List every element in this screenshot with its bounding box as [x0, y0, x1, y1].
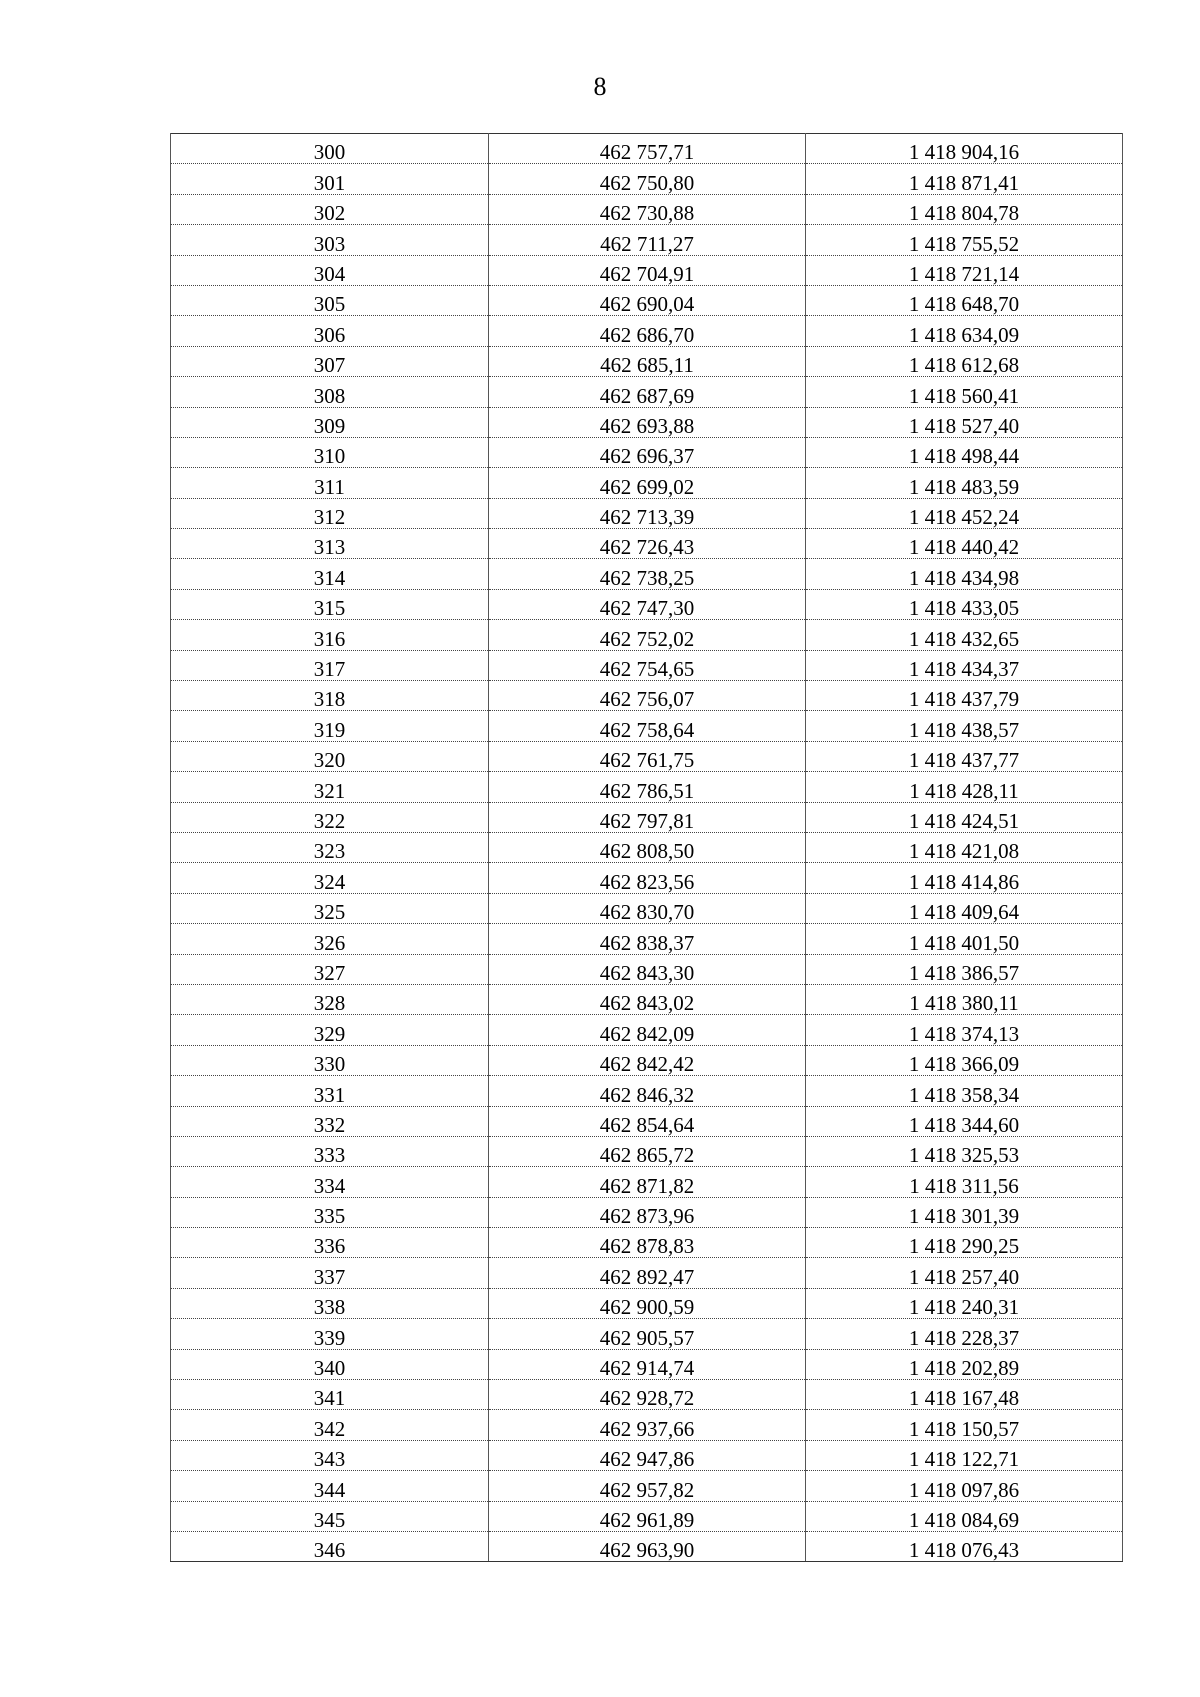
table-row	[171, 1197, 1123, 1227]
table-row	[171, 954, 1123, 984]
y-coordinate-cell: 1 418 366,09	[806, 1045, 1123, 1075]
y-coordinate-cell: 1 418 409,64	[806, 893, 1123, 923]
x-coordinate-cell: 462 900,59	[489, 1288, 806, 1318]
x-coordinate-cell: 462 865,72	[489, 1136, 806, 1166]
y-coordinate-cell: 1 418 374,13	[806, 1015, 1123, 1045]
table-row	[171, 1076, 1123, 1106]
x-coordinate-cell: 462 685,11	[489, 346, 806, 376]
x-coordinate-cell: 462 738,25	[489, 559, 806, 589]
x-coordinate-cell: 462 838,37	[489, 924, 806, 954]
table-row	[171, 1440, 1123, 1470]
point-number-cell: 322	[171, 802, 489, 832]
y-coordinate-cell: 1 418 301,39	[806, 1197, 1123, 1227]
x-coordinate-cell: 462 854,64	[489, 1106, 806, 1136]
table-row	[171, 1380, 1123, 1410]
coordinates-table-body	[171, 134, 1123, 1562]
table-row	[171, 681, 1123, 711]
point-number-cell: 331	[171, 1076, 489, 1106]
y-coordinate-cell: 1 418 084,69	[806, 1501, 1123, 1531]
point-number-cell: 346	[171, 1531, 489, 1561]
x-coordinate-cell: 462 928,72	[489, 1380, 806, 1410]
x-coordinate-cell: 462 961,89	[489, 1501, 806, 1531]
x-coordinate-cell: 462 690,04	[489, 285, 806, 315]
point-number-cell: 334	[171, 1167, 489, 1197]
table-row	[171, 772, 1123, 802]
y-coordinate-cell: 1 418 440,42	[806, 529, 1123, 559]
point-number-cell: 342	[171, 1410, 489, 1440]
y-coordinate-cell: 1 418 437,79	[806, 681, 1123, 711]
coordinates-table	[170, 133, 1123, 1562]
point-number-cell: 300	[171, 134, 489, 164]
x-coordinate-cell: 462 686,70	[489, 316, 806, 346]
x-coordinate-cell: 462 704,91	[489, 255, 806, 285]
y-coordinate-cell: 1 418 097,86	[806, 1471, 1123, 1501]
y-coordinate-cell: 1 418 498,44	[806, 437, 1123, 467]
point-number-cell: 340	[171, 1349, 489, 1379]
x-coordinate-cell: 462 830,70	[489, 893, 806, 923]
y-coordinate-cell: 1 418 240,31	[806, 1288, 1123, 1318]
x-coordinate-cell: 462 726,43	[489, 529, 806, 559]
x-coordinate-cell: 462 756,07	[489, 681, 806, 711]
x-coordinate-cell: 462 693,88	[489, 407, 806, 437]
point-number-cell: 321	[171, 772, 489, 802]
x-coordinate-cell: 462 747,30	[489, 589, 806, 619]
x-coordinate-cell: 462 871,82	[489, 1167, 806, 1197]
point-number-cell: 309	[171, 407, 489, 437]
table-row	[171, 346, 1123, 376]
table-row	[171, 620, 1123, 650]
table-row	[171, 377, 1123, 407]
point-number-cell: 316	[171, 620, 489, 650]
table-row	[171, 863, 1123, 893]
table-row	[171, 741, 1123, 771]
table-row	[171, 1106, 1123, 1136]
point-number-cell: 345	[171, 1501, 489, 1531]
table-row	[171, 1531, 1123, 1561]
y-coordinate-cell: 1 418 871,41	[806, 164, 1123, 194]
point-number-cell: 335	[171, 1197, 489, 1227]
point-number-cell: 326	[171, 924, 489, 954]
y-coordinate-cell: 1 418 452,24	[806, 498, 1123, 528]
table-row	[171, 316, 1123, 346]
x-coordinate-cell: 462 786,51	[489, 772, 806, 802]
table-row	[171, 1136, 1123, 1166]
table-row	[171, 1410, 1123, 1440]
y-coordinate-cell: 1 418 167,48	[806, 1380, 1123, 1410]
point-number-cell: 311	[171, 468, 489, 498]
point-number-cell: 344	[171, 1471, 489, 1501]
point-number-cell: 315	[171, 589, 489, 619]
point-number-cell: 306	[171, 316, 489, 346]
point-number-cell: 336	[171, 1228, 489, 1258]
y-coordinate-cell: 1 418 257,40	[806, 1258, 1123, 1288]
x-coordinate-cell: 462 846,32	[489, 1076, 806, 1106]
x-coordinate-cell: 462 687,69	[489, 377, 806, 407]
point-number-cell: 307	[171, 346, 489, 376]
table-row	[171, 802, 1123, 832]
point-number-cell: 325	[171, 893, 489, 923]
table-row	[171, 893, 1123, 923]
y-coordinate-cell: 1 418 434,37	[806, 650, 1123, 680]
y-coordinate-cell: 1 418 380,11	[806, 984, 1123, 1014]
point-number-cell: 303	[171, 225, 489, 255]
y-coordinate-cell: 1 418 122,71	[806, 1440, 1123, 1470]
y-coordinate-cell: 1 418 414,86	[806, 863, 1123, 893]
table-row	[171, 924, 1123, 954]
x-coordinate-cell: 462 963,90	[489, 1531, 806, 1561]
x-coordinate-cell: 462 937,66	[489, 1410, 806, 1440]
x-coordinate-cell: 462 842,09	[489, 1015, 806, 1045]
y-coordinate-cell: 1 418 228,37	[806, 1319, 1123, 1349]
y-coordinate-cell: 1 418 804,78	[806, 194, 1123, 224]
x-coordinate-cell: 462 750,80	[489, 164, 806, 194]
point-number-cell: 327	[171, 954, 489, 984]
y-coordinate-cell: 1 418 401,50	[806, 924, 1123, 954]
y-coordinate-cell: 1 418 290,25	[806, 1228, 1123, 1258]
table-row	[171, 1288, 1123, 1318]
y-coordinate-cell: 1 418 434,98	[806, 559, 1123, 589]
y-coordinate-cell: 1 418 634,09	[806, 316, 1123, 346]
table-row	[171, 437, 1123, 467]
point-number-cell: 343	[171, 1440, 489, 1470]
x-coordinate-cell: 462 711,27	[489, 225, 806, 255]
table-row	[171, 559, 1123, 589]
point-number-cell: 330	[171, 1045, 489, 1075]
point-number-cell: 329	[171, 1015, 489, 1045]
table-row	[171, 498, 1123, 528]
y-coordinate-cell: 1 418 202,89	[806, 1349, 1123, 1379]
y-coordinate-cell: 1 418 386,57	[806, 954, 1123, 984]
table-row	[171, 984, 1123, 1014]
point-number-cell: 302	[171, 194, 489, 224]
x-coordinate-cell: 462 730,88	[489, 194, 806, 224]
y-coordinate-cell: 1 418 432,65	[806, 620, 1123, 650]
point-number-cell: 332	[171, 1106, 489, 1136]
point-number-cell: 313	[171, 529, 489, 559]
y-coordinate-cell: 1 418 150,57	[806, 1410, 1123, 1440]
x-coordinate-cell: 462 696,37	[489, 437, 806, 467]
y-coordinate-cell: 1 418 358,34	[806, 1076, 1123, 1106]
point-number-cell: 314	[171, 559, 489, 589]
x-coordinate-cell: 462 761,75	[489, 741, 806, 771]
point-number-cell: 338	[171, 1288, 489, 1318]
y-coordinate-cell: 1 418 612,68	[806, 346, 1123, 376]
point-number-cell: 319	[171, 711, 489, 741]
table-row	[171, 194, 1123, 224]
point-number-cell: 323	[171, 832, 489, 862]
table-row	[171, 1349, 1123, 1379]
x-coordinate-cell: 462 914,74	[489, 1349, 806, 1379]
table-row	[171, 1258, 1123, 1288]
table-row	[171, 589, 1123, 619]
page-number: 8	[593, 72, 607, 101]
y-coordinate-cell: 1 418 721,14	[806, 255, 1123, 285]
table-row	[171, 1501, 1123, 1531]
y-coordinate-cell: 1 418 648,70	[806, 285, 1123, 315]
point-number-cell: 339	[171, 1319, 489, 1349]
x-coordinate-cell: 462 699,02	[489, 468, 806, 498]
x-coordinate-cell: 462 957,82	[489, 1471, 806, 1501]
y-coordinate-cell: 1 418 483,59	[806, 468, 1123, 498]
y-coordinate-cell: 1 418 076,43	[806, 1531, 1123, 1561]
table-row	[171, 1319, 1123, 1349]
x-coordinate-cell: 462 843,02	[489, 984, 806, 1014]
table-row	[171, 468, 1123, 498]
table-row	[171, 1045, 1123, 1075]
table-row	[171, 832, 1123, 862]
y-coordinate-cell: 1 418 325,53	[806, 1136, 1123, 1166]
table-row	[171, 1167, 1123, 1197]
point-number-cell: 320	[171, 741, 489, 771]
table-row	[171, 164, 1123, 194]
y-coordinate-cell: 1 418 428,11	[806, 772, 1123, 802]
table-row	[171, 407, 1123, 437]
y-coordinate-cell: 1 418 527,40	[806, 407, 1123, 437]
x-coordinate-cell: 462 713,39	[489, 498, 806, 528]
table-row	[171, 134, 1123, 164]
point-number-cell: 305	[171, 285, 489, 315]
y-coordinate-cell: 1 418 437,77	[806, 741, 1123, 771]
x-coordinate-cell: 462 754,65	[489, 650, 806, 680]
y-coordinate-cell: 1 418 755,52	[806, 225, 1123, 255]
point-number-cell: 318	[171, 681, 489, 711]
x-coordinate-cell: 462 905,57	[489, 1319, 806, 1349]
table-row	[171, 285, 1123, 315]
table-row	[171, 650, 1123, 680]
y-coordinate-cell: 1 418 424,51	[806, 802, 1123, 832]
x-coordinate-cell: 462 842,42	[489, 1045, 806, 1075]
x-coordinate-cell: 462 808,50	[489, 832, 806, 862]
x-coordinate-cell: 462 892,47	[489, 1258, 806, 1288]
point-number-cell: 301	[171, 164, 489, 194]
x-coordinate-cell: 462 758,64	[489, 711, 806, 741]
table-row	[171, 529, 1123, 559]
table-row	[171, 255, 1123, 285]
point-number-cell: 328	[171, 984, 489, 1014]
point-number-cell: 341	[171, 1380, 489, 1410]
x-coordinate-cell: 462 797,81	[489, 802, 806, 832]
x-coordinate-cell: 462 823,56	[489, 863, 806, 893]
y-coordinate-cell: 1 418 560,41	[806, 377, 1123, 407]
point-number-cell: 317	[171, 650, 489, 680]
table-row	[171, 1471, 1123, 1501]
table-row	[171, 711, 1123, 741]
x-coordinate-cell: 462 873,96	[489, 1197, 806, 1227]
table-row	[171, 1015, 1123, 1045]
point-number-cell: 304	[171, 255, 489, 285]
table-row	[171, 1228, 1123, 1258]
y-coordinate-cell: 1 418 438,57	[806, 711, 1123, 741]
y-coordinate-cell: 1 418 311,56	[806, 1167, 1123, 1197]
point-number-cell: 308	[171, 377, 489, 407]
x-coordinate-cell: 462 843,30	[489, 954, 806, 984]
y-coordinate-cell: 1 418 904,16	[806, 134, 1123, 164]
y-coordinate-cell: 1 418 421,08	[806, 832, 1123, 862]
point-number-cell: 333	[171, 1136, 489, 1166]
x-coordinate-cell: 462 878,83	[489, 1228, 806, 1258]
y-coordinate-cell: 1 418 344,60	[806, 1106, 1123, 1136]
point-number-cell: 312	[171, 498, 489, 528]
x-coordinate-cell: 462 757,71	[489, 134, 806, 164]
y-coordinate-cell: 1 418 433,05	[806, 589, 1123, 619]
point-number-cell: 324	[171, 863, 489, 893]
x-coordinate-cell: 462 752,02	[489, 620, 806, 650]
table-row	[171, 225, 1123, 255]
point-number-cell: 337	[171, 1258, 489, 1288]
point-number-cell: 310	[171, 437, 489, 467]
x-coordinate-cell: 462 947,86	[489, 1440, 806, 1470]
